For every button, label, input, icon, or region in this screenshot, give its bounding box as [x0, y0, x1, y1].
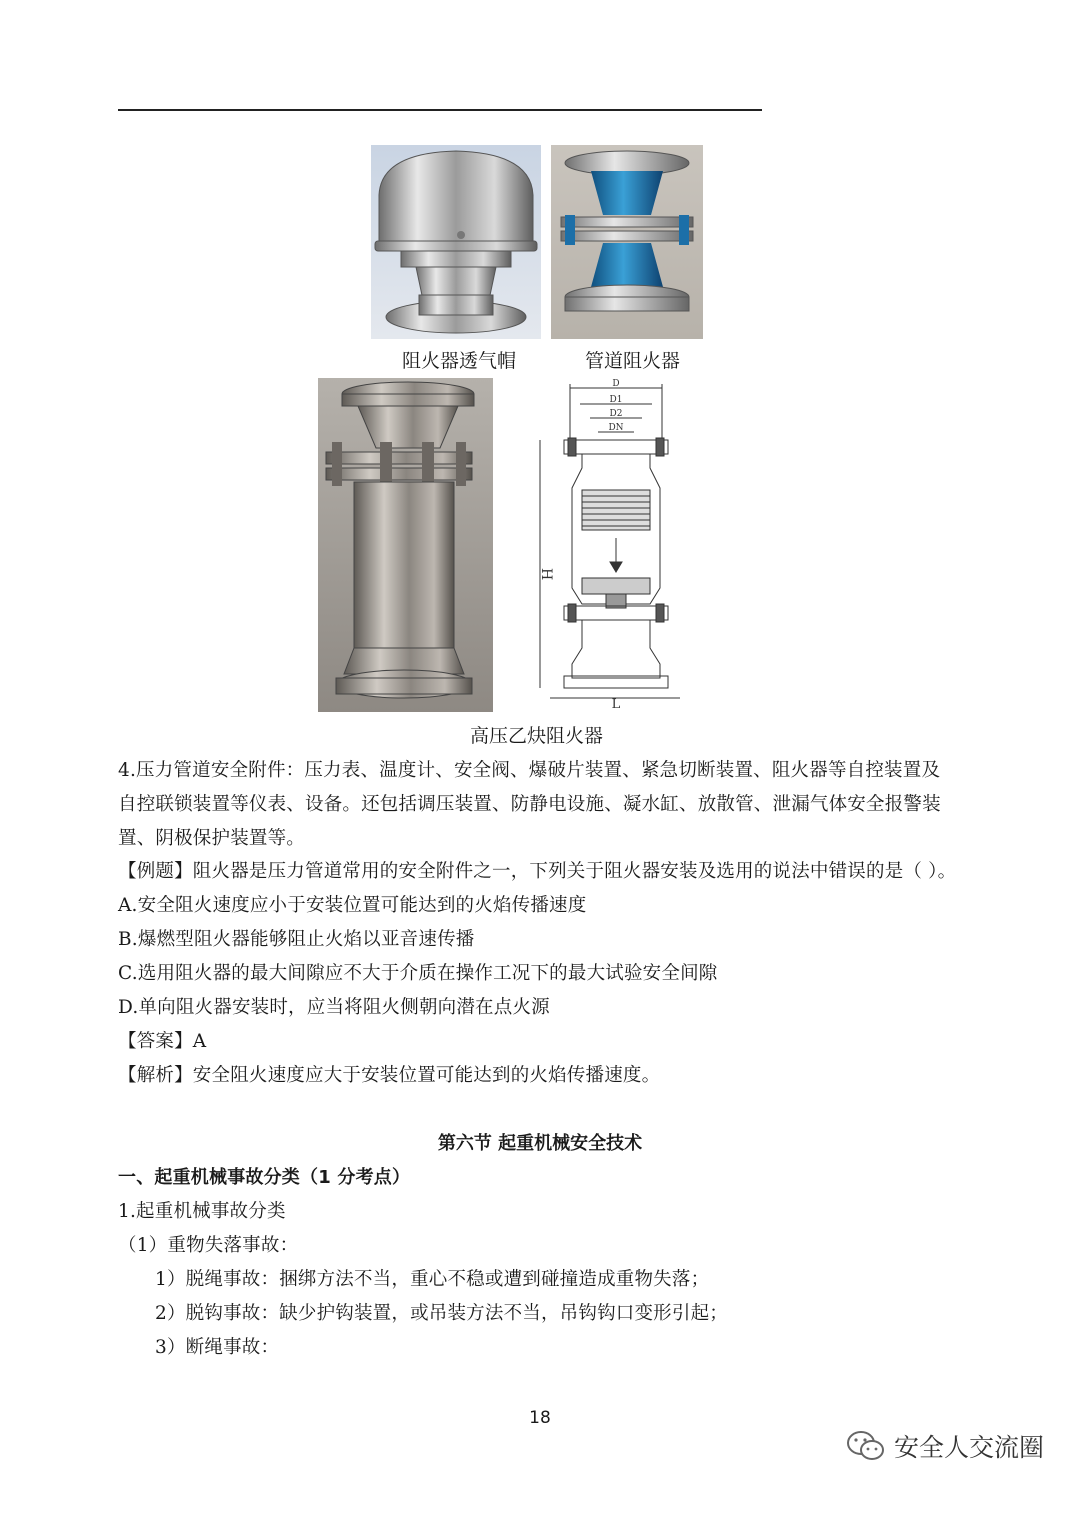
- label-h: H: [538, 568, 554, 581]
- label-d2: D2: [609, 409, 623, 419]
- list-item: 1）脱绳事故：捆绑方法不当，重心不稳或遭到碰撞造成重物失落；: [155, 1269, 710, 1290]
- list-item: 3）断绳事故：: [155, 1337, 280, 1358]
- section-title: 第六节 起重机械安全技术: [437, 1133, 643, 1154]
- example-question: 【例题】阻火器是压力管道常用的安全附件之一，下列关于阻火器安装及选用的说法中错误的是（ ）。: [118, 861, 957, 882]
- option-c: C.选用阻火器的最大间隙应不大于介质在操作工况下的最大试验安全间隙: [118, 963, 718, 984]
- label-d: D: [612, 379, 620, 389]
- list-item: 2）脱钩事故：缺少护钩装置，或吊装方法不当，吊钩钩口变形引起；: [155, 1303, 728, 1324]
- page-number: 18: [529, 1408, 551, 1428]
- item4-line-2: 自控联锁装置等仪表、设备。还包括调压装置、防静电设施、凝水缸、放散管、泄漏气体安全报警装: [118, 794, 941, 815]
- answer: 【答案】A: [118, 1031, 207, 1052]
- wechat-icon: [846, 1429, 886, 1463]
- pipeline-arrester-photo: [551, 145, 703, 339]
- acetylene-arrester-photo: [318, 378, 493, 712]
- breather-cap-photo: [371, 145, 541, 339]
- item4-line-3: 置、阴极保护装置等。: [118, 828, 306, 849]
- analysis: 【解析】安全阻火速度应大于安装位置可能达到的火焰传播速度。: [118, 1065, 661, 1086]
- option-a: A.安全阻火速度应小于安装位置可能达到的火焰传播速度: [118, 895, 587, 916]
- label-d1: D1: [609, 395, 623, 405]
- option-d: D.单向阻火器安装时，应当将阻火侧朝向潜在点火源: [118, 997, 550, 1018]
- caption-breather-cap: 阻火器透气帽: [402, 350, 517, 372]
- watermark-text: 安全人交流圈: [893, 1433, 1044, 1462]
- subheading-load-drop: （1）重物失落事故：: [118, 1235, 299, 1256]
- option-b: B.爆燃型阻火器能够阻止火焰以亚音速传播: [118, 929, 475, 950]
- header-rule: [118, 109, 762, 111]
- watermark: [846, 1428, 1044, 1464]
- heading-accident-classification: 一、起重机械事故分类（1 分考点）: [118, 1167, 411, 1188]
- item4-line-1: 4.压力管道安全附件：压力表、温度计、安全阀、爆破片装置、紧急切断装置、阻火器等自控装置及: [118, 760, 941, 781]
- caption-pipeline-arrester: 管道阻火器: [585, 350, 681, 372]
- subheading-1: 1.起重机械事故分类: [118, 1201, 286, 1222]
- label-dn: DN: [608, 423, 624, 433]
- label-l: L: [611, 697, 621, 712]
- caption-acetylene-arrester: 高压乙炔阻火器: [470, 725, 604, 747]
- arrester-technical-drawing: [530, 378, 690, 712]
